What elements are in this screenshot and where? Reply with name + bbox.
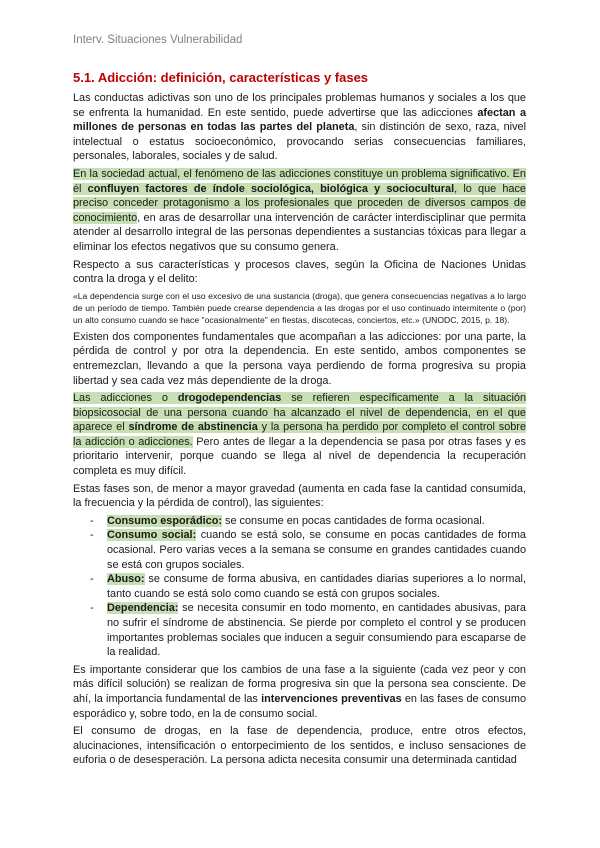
paragraph-intro (73, 91, 526, 164)
bold-phrase: afectan a millones de personas en todas las partes del planeta (73, 106, 526, 134)
text-run: en las fases de consumo esporádico y, sobre todo, en la de consumo social. (73, 692, 526, 720)
paragraph-phases-intro: Estas fases son, de menor a mayor gravedad (aumenta en cada fase la cantidad consumida, la frecuencia y la pérdida de control), las siguientes: (73, 482, 526, 510)
text-run: Las adicciones o (73, 392, 178, 405)
phase-description: cuando se está solo, se consume en pocas cantidades de forma ocasional. Pero varias veces a la semana se consume en grandes cantidades cuando se está con grupos sociales. (107, 529, 526, 571)
bold-phrase: síndrome de abstinencia (128, 421, 258, 434)
list-item (73, 601, 526, 659)
paragraph-effects: El consumo de drogas, en la fase de dependencia, produce, entre otros efectos, alucinaciones, intensificación o entorpecimiento de los sentidos, e incluso sensaciones de euforia o de desesperación. La persona adicta necesita consumir una determinada cantidad (73, 725, 526, 767)
phase-description: se necesita consumir en todo momento, en cantidades abusivas, para no sufrir el síndrome de abstinencia. Se pierde por completo el control y se producen importantes problemas sociales que inducen a seguir consumiendo para escaparse de la realidad. (107, 602, 526, 659)
phase-name: Abuso: (107, 573, 145, 586)
text-run: Las conductas adictivas son uno de los principales problemas humanos y sociales a los que se enfrenta la humanidad. En este sentido, puede advertirse que las adicciones (73, 92, 526, 119)
phase-name: Consumo social: (107, 529, 197, 542)
phase-description: se consume de forma abusiva, en cantidades diarias superiores a lo normal, tanto cuando se está solo como cuando se está con grupos sociales. (107, 573, 526, 600)
phase-name: Consumo esporádico: (107, 514, 222, 527)
text-run: , en aras de desarrollar una intervención de carácter interdisciplinar que permita atender al desarrollo integral de las personas dependientes a sustancias tóxicas para llegar a eliminar los efectos negativos que su consumo genera. (73, 211, 526, 253)
text-run: se refieren específicamente a la situación biopsicosocial de una persona cuando ha alcanzado el nivel de dependencia, en el que aparece el (73, 392, 527, 434)
text-run: En la sociedad actual, el fenómeno de las adicciones constituye un problema significativo. En él (73, 167, 526, 195)
phases-list (73, 514, 526, 660)
unodc-quote: «La dependencia surge con el uso excesivo de una sustancia (droga), que genera consecuencias negativas a lo largo de un período de tiempo. También puede crearse dependencia a las drogas por el uso continuado intermitente o (por) un alto consumo cuando se hace "ocasionalmente" en fiestas, discotecas, conciertos, etc.» (UNODC, 2015, p. 18). (73, 290, 526, 325)
text-run: y la persona ha perdido por completo el control sobre la adicción o adicciones. (73, 421, 526, 448)
list-dash: - (90, 602, 94, 615)
paragraph-society (73, 167, 526, 255)
phase-description: se consume en pocas cantidades de forma ocasional. (221, 514, 485, 527)
paragraph-unodc-intro: Respecto a sus características y procesos claves, según la Oficina de Naciones Unidas contra la droga y el delito: (73, 258, 526, 286)
text-run: Pero antes de llegar a la dependencia se pasa por otras fases y es prioritario intervenir, porque cuando se llega al nivel de dependencia la recuperación completa es muy difícil. (73, 435, 526, 478)
section-title: 5.1. Adicción: definición, características y fases (73, 70, 369, 85)
list-dash: - (90, 529, 94, 542)
running-header: Interv. Situaciones Vulnerabilidad (73, 34, 243, 46)
text-run: , lo que hace preciso conceder protagonismo a los profesionales que proceden de diversos campos de conocimiento (73, 182, 526, 224)
bold-phrase: drogodependencias (177, 392, 282, 405)
list-item (73, 514, 526, 529)
bold-phrase: intervenciones preventivas (261, 692, 402, 705)
text-run: , sin distinción de sexo, raza, nivel intelectual o estatus socioeconómico, provocando serias consecuencias familiares, personales, laborales, sociales y de salud. (73, 121, 526, 163)
list-dash: - (90, 514, 94, 527)
phase-name: Dependencia: (107, 602, 179, 615)
list-item (73, 572, 526, 601)
bold-phrase: confluyen factores de índole sociológica, biológica y sociocultural (87, 182, 455, 195)
list-dash: - (90, 573, 94, 586)
paragraph-components: Existen dos componentes fundamentales que acompañan a las adicciones: por una parte, la pérdida de control y por otra la dependencia. En este sentido, ambos componentes se entremezclan, llevando a que la persona vaya perdiendo de forma progresiva su propia libertad y sea cada vez más dependiente de la droga. (73, 330, 526, 387)
paragraph-drogodependencias (73, 391, 526, 479)
list-item (73, 528, 526, 572)
document-body (73, 70, 526, 771)
paragraph-prevention (73, 663, 526, 721)
text-run: Es importante considerar que los cambios de una fase a la siguiente (cada vez peor y con más difícil solución) se realizan de forma progresiva sin que la persona sea consciente. De ahí, la importancia fundamental de las (73, 663, 526, 705)
